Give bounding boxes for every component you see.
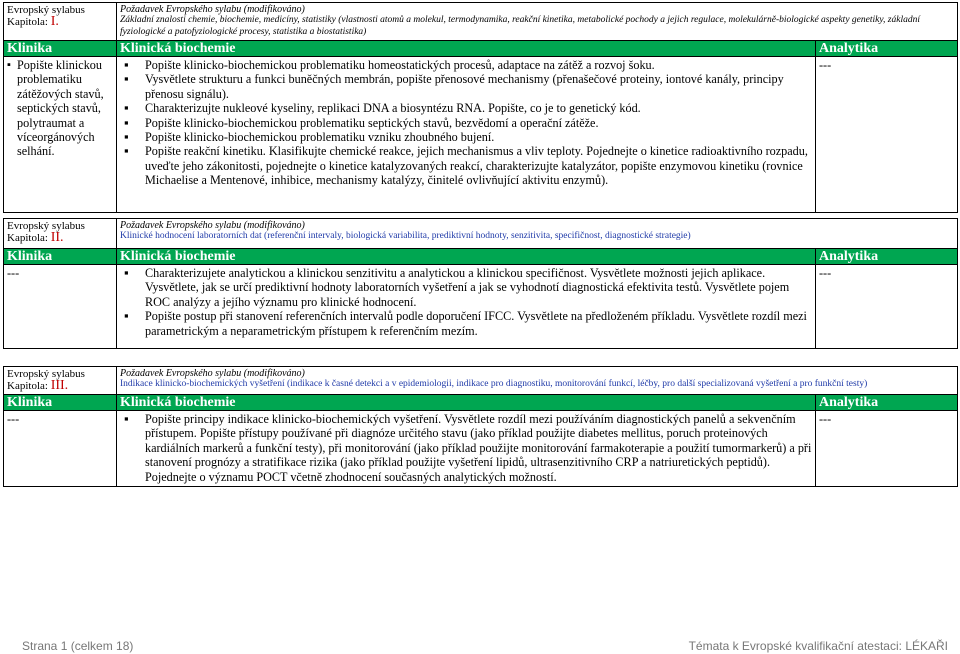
header-analytika: Analytika: [815, 41, 957, 57]
header-klinika: Klinika: [4, 395, 117, 411]
analytika-cell: ---: [815, 57, 957, 213]
chapter-3-requirement-cell: [117, 367, 958, 395]
analytika-cell: ---: [816, 411, 958, 487]
chapter-2-table: [3, 218, 958, 349]
chapter-2-sylabus-cell: [4, 219, 117, 249]
header-klinika: Klinika: [4, 41, 117, 57]
sylabus-label: Evropský sylabus: [7, 368, 85, 380]
klinika-item: ▪ Popište klinickou problematiku zátěžových stavů, septických stavů, polytraumat a víceorgánových selhání.: [7, 58, 113, 159]
biochemie-item: ▪ Popište klinicko-biochemickou problematiku septických stavů, bezvědomí a operační zátěže.: [120, 116, 812, 130]
chapter-label: Kapitola: II.: [7, 230, 64, 245]
requirement-title: Požadavek Evropského sylabu (modifikováno): [120, 220, 305, 231]
requirement-text: Klinické hodnocení laboratorních dat (referenční intervaly, biologická variabilita, prediktivní hodnoty, senzitivita, specifičnost, diagnostické strategie): [120, 231, 691, 241]
biochemie-item: ▪ Popište klinicko-biochemickou problematiku homeostatických procesů, adaptace na zátěž a rozvoj šoku.: [120, 58, 812, 72]
header-analytika: Analytika: [816, 395, 958, 411]
header-klinicka-biochemie: Klinická biochemie: [117, 395, 816, 411]
requirement-text: Základní znalosti chemie, biochemie, medicíny, statistiky (vlastnosti atomů a molekul, termodynamika, reakční kinetika, metabolické pochody a jejich regulace, molekulárně-biologické aspekty genetiky, základní fyziologické a patofyziologické procesy, statistika a biostatistika): [120, 15, 920, 37]
header-analytika: Analytika: [815, 249, 957, 265]
chapter-1-requirement-cell: [117, 3, 958, 41]
biochemie-item: ▪ Popište reakční kinetiku. Klasifikujte chemické reakce, jejich mechanismus a vliv teploty. Pojednejte o kinetice radioaktivního rozpadu, uveďte jeho zákonitosti, pojednejte o kinetice katalyzovaných reakcí, charakterizujte katalyzátor, popište enzymovou kinetiku (rovnice Michaelise a Mentenové, inhibice, mechanismy katalýzy, činitelé ovlivňující aktivitu enzymů).: [120, 144, 812, 187]
footer-document-title: Témata k Evropské kvalifikační atestaci: LÉKAŘI: [688, 639, 948, 653]
chapter-1-sylabus-cell: [4, 3, 117, 41]
klinika-cell: ---: [4, 265, 117, 349]
biochemie-cell: [117, 57, 816, 213]
chapter-2-requirement-cell: [117, 219, 958, 249]
biochemie-item: ▪ Vysvětlete strukturu a funkci buněčných membrán, popište přenosové mechanismy (přenašečové proteiny, iontové kanály, principy přenosu signálu).: [120, 72, 812, 101]
chapter-3-sylabus-cell: [4, 367, 117, 395]
biochemie-item: ▪ Charakterizujte nukleové kyseliny, replikaci DNA a biosyntézu RNA. Popište, co je to genetický kód.: [120, 101, 812, 115]
header-klinika: Klinika: [4, 249, 117, 265]
klinika-cell: [4, 57, 117, 213]
requirement-title: Požadavek Evropského sylabu (modifikováno): [120, 368, 305, 379]
biochemie-item: ▪ Charakterizujete analytickou a klinickou senzitivitu a analytickou a klinickou specifičnost. Vysvětlete možnosti jejich aplikace. Vysvětlete, jak se určí prediktivní hodnoty laboratorních vyšetření a jak se vyhodnotí diagnostická efektivita testů. Vysvětlete pojem ROC analýzy a jejího významu pro klinické hodnocení.: [120, 266, 812, 309]
biochemie-cell: [117, 265, 816, 349]
requirement-text: Indikace klinicko-biochemických vyšetření (indikace k časné detekci a v epidemiologii, indikace pro diagnostiku, monitorování funkcí, léčby, pro další specializovaná vyšetření a pro funkční testy): [120, 379, 868, 389]
biochemie-item: ▪ Popište principy indikace klinicko-biochemických vyšetření. Vysvětlete rozdíl mezi používáním diagnostických panelů a sekvenčním přístupem. Popište přístupy používané při diagnóze určitého stavu (jako příklad použijte diabetes mellitus, poruch proteinových kardiálních markerů a funkční testy), při monitorování (jako příklad použijte monitorování farmakoterapie a použití tumormarkerů) a při stanovení prognózy a stratifikace rizika (jako příklad použijte vyšetření lipidů, ultrasenzitivního CRP a natriuretických peptidů). Pojednejte o významu POCT včetně zhodnocení současných analytických možností.: [120, 412, 812, 484]
chapter-1-table: [3, 2, 958, 213]
biochemie-cell: [117, 411, 816, 487]
chapter-number: III.: [50, 378, 69, 393]
requirement-title: Požadavek Evropského sylabu (modifikováno): [120, 4, 305, 15]
chapter-label: Kapitola: I.: [7, 14, 59, 29]
biochemie-item: ▪ Popište postup při stanovení referenčních intervalů podle doporučení IFCC. Vysvětlete na předloženém příkladu. Vysvětlete rozdíl mezi parametrickým a neparametrickým přístupem k referenčním mezím.: [120, 309, 812, 338]
sylabus-label: Evropský sylabus: [7, 220, 85, 232]
analytika-cell: ---: [815, 265, 957, 349]
chapter-label: Kapitola: III.: [7, 378, 69, 393]
chapter-number: II.: [50, 230, 64, 245]
header-klinicka-biochemie: Klinická biochemie: [117, 249, 816, 265]
klinika-cell: ---: [4, 411, 117, 487]
chapter-number: I.: [50, 14, 59, 29]
sylabus-label: Evropský sylabus: [7, 4, 85, 16]
biochemie-item: ▪ Popište klinicko-biochemickou problematiku vzniku zhoubného bujení.: [120, 130, 812, 144]
header-klinicka-biochemie: Klinická biochemie: [117, 41, 816, 57]
footer-page-number: Strana 1 (celkem 18): [22, 639, 134, 653]
chapter-3-table: [3, 366, 958, 487]
